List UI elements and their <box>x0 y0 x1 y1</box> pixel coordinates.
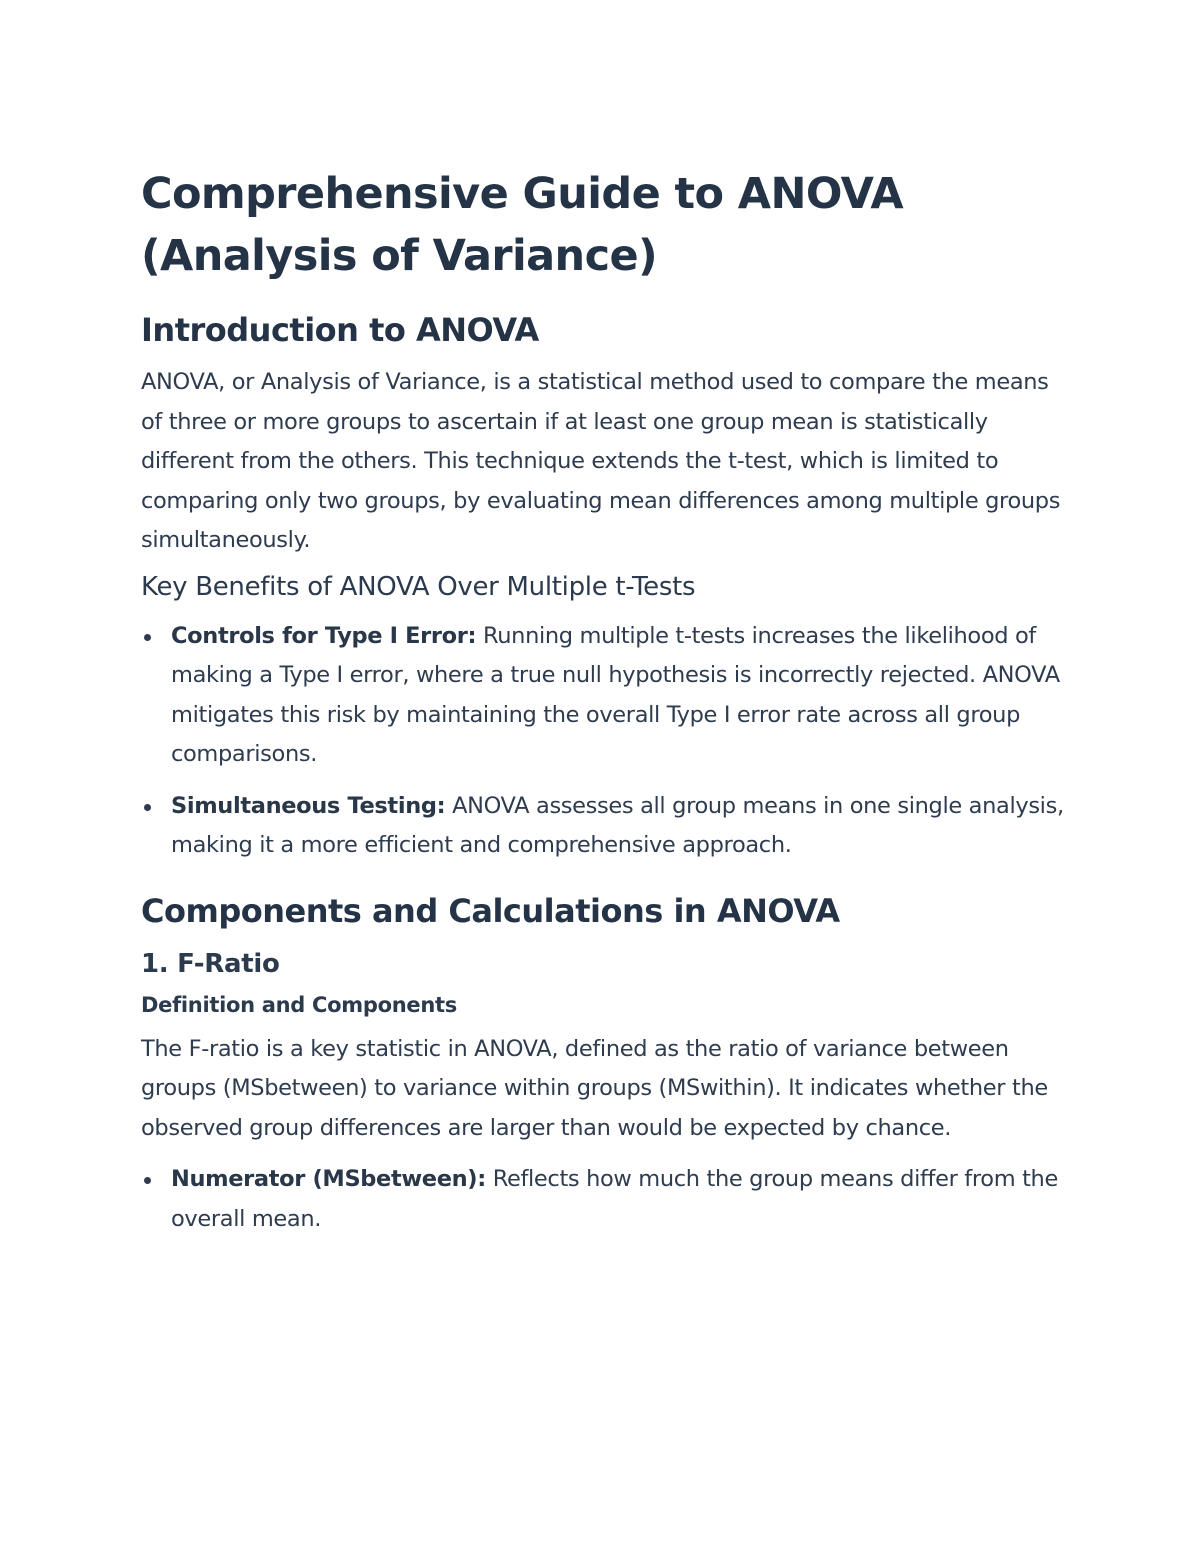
benefit-label: Simultaneous Testing: <box>171 792 446 819</box>
intro-paragraph: ANOVA, or Analysis of Variance, is a statistical method used to compare the means of three or more groups to ascertain if at least one group mean is statistically different from the others. This technique extends the t-test, which is limited to comparing only two groups, by evaluating mean differences among multiple groups simultaneously. <box>141 369 1061 553</box>
components-heading: Components and Calculations in ANOVA <box>141 891 840 930</box>
benefit-label: Controls for Type I Error: <box>171 622 477 649</box>
fratio-heading: 1. F-Ratio <box>141 948 280 979</box>
list-item <box>141 617 1066 775</box>
intro-heading: Introduction to ANOVA <box>141 311 539 349</box>
document-title: Comprehensive Guide to ANOVA (Analysis of Variance) <box>141 169 904 281</box>
fratio-paragraph: The F-ratio is a key statistic in ANOVA, defined as the ratio of variance between groups (MSbetween) to variance within groups (MSwithin). It indicates whether the observed group differences are larger than would be expected by chance. <box>141 1035 1048 1141</box>
benefits-list <box>141 617 1066 866</box>
fratio-list <box>141 1160 1066 1239</box>
item-text: Reflects how much the group means differ from the overall mean. <box>171 1166 1058 1232</box>
benefit-text: ANOVA assesses all group means in one single analysis, making it a more efficient and comprehensive approach. <box>171 792 1064 858</box>
list-item <box>141 787 1066 866</box>
document-page <box>141 163 1066 1239</box>
list-item <box>141 1160 1066 1239</box>
definition-heading: Definition and Components <box>141 992 457 1017</box>
benefits-heading: Key Benefits of ANOVA Over Multiple t-Tests <box>141 571 696 602</box>
item-label: Numerator (MSbetween): <box>171 1166 486 1192</box>
benefit-text: Running multiple t-tests increases the likelihood of making a Type I error, where a true null hypothesis is incorrectly rejected. ANOVA mitigates this risk by maintaining the overall Type I error rate across all group comparisons. <box>171 622 1060 767</box>
